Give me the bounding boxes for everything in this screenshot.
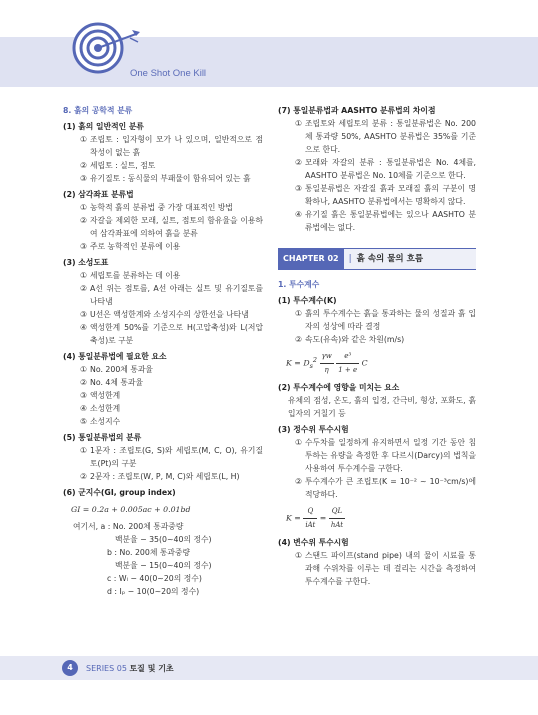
footer-band bbox=[0, 656, 538, 680]
list-item bbox=[73, 201, 263, 214]
list-item bbox=[73, 214, 263, 240]
k2-eq: = bbox=[319, 513, 327, 523]
list-text: 세립토를 분류하는 데 이용 bbox=[90, 271, 181, 280]
k-sup: 2 bbox=[312, 355, 318, 364]
chapter-banner bbox=[278, 248, 476, 270]
list-item bbox=[73, 172, 263, 185]
list-text: 주로 농학적인 분류에 이용 bbox=[90, 242, 181, 251]
denominator: η bbox=[324, 366, 329, 374]
list bbox=[63, 444, 263, 483]
list-item bbox=[73, 389, 263, 402]
fraction bbox=[320, 350, 334, 377]
section-title: 1. 투수계수 bbox=[278, 280, 320, 289]
fraction bbox=[303, 505, 317, 532]
gi-lines bbox=[63, 533, 263, 598]
list-marker: ② bbox=[80, 284, 87, 293]
gi-formula: GI = 0.2a + 0.005ac + 0.01bd bbox=[71, 505, 191, 514]
list-marker: ① bbox=[295, 551, 302, 560]
numerator: γw bbox=[320, 350, 334, 364]
list-marker: ⑤ bbox=[80, 417, 87, 426]
list-item bbox=[288, 549, 476, 588]
list-item bbox=[73, 444, 263, 470]
k-rhs: C bbox=[361, 358, 368, 368]
list-item bbox=[73, 402, 263, 415]
list-text: 소성한계 bbox=[90, 404, 121, 413]
list-marker: ② bbox=[80, 161, 87, 170]
list-text: 소성지수 bbox=[90, 417, 121, 426]
subheading: (2) 투수계수에 영향을 미치는 요소 bbox=[278, 383, 400, 392]
list-text: 투수계수가 큰 조립토(K = 10⁻² ~ 10⁻³cm/s)에 적당하다. bbox=[305, 477, 476, 499]
list-text: 속도(유속)와 같은 차원(m/s) bbox=[305, 335, 405, 344]
fraction bbox=[336, 350, 359, 377]
list-item bbox=[73, 159, 263, 172]
left-column bbox=[63, 104, 263, 598]
list-marker: ③ bbox=[80, 310, 87, 319]
list-text: 조립토 : 입자형이 모가 나 있으며, 일반적으로 점착성이 없는 흙 bbox=[90, 135, 263, 157]
denominator: 1 + e bbox=[338, 366, 358, 374]
subheading: (6) 군지수(GI, group index) bbox=[63, 488, 176, 497]
k-lhs: K = D bbox=[286, 358, 310, 368]
gi-line: 백분율 − 15(0~40의 정수) bbox=[115, 561, 212, 570]
list-marker: ① bbox=[295, 119, 302, 128]
list-item bbox=[288, 333, 476, 346]
list-item bbox=[73, 133, 263, 159]
page-number: 4 bbox=[62, 660, 78, 676]
k-formula bbox=[278, 350, 476, 377]
numerator: QL bbox=[329, 505, 345, 519]
list-item bbox=[73, 269, 263, 282]
list-item bbox=[73, 470, 263, 483]
denominator: iAt bbox=[305, 521, 316, 529]
list-item bbox=[73, 415, 263, 428]
gi-line: b : No. 200체 통과중량 bbox=[107, 548, 190, 557]
list-item bbox=[73, 376, 263, 389]
list bbox=[278, 307, 476, 346]
book-title: 토질 및 기초 bbox=[129, 664, 174, 673]
list-text: 흙의 투수계수는 흙을 통과하는 물의 성질과 흙 입자의 성상에 따라 결정 bbox=[305, 309, 476, 331]
list-marker: ② bbox=[295, 158, 302, 167]
paragraph: 유체의 점성, 온도, 흙의 입경, 간극비, 형상, 포화도, 흙 입자의 거칠기 등 bbox=[288, 396, 476, 418]
list-marker: ① bbox=[80, 203, 87, 212]
subheading: (1) 투수계수(K) bbox=[278, 296, 337, 305]
list-text: A선 위는 점토를, A선 아래는 실트 및 유기질토를 나타냄 bbox=[90, 284, 263, 306]
subheading: (7) 통일분류법과 AASHTO 분류법의 차이점 bbox=[278, 106, 436, 115]
list-marker: ④ bbox=[80, 404, 87, 413]
list-text: 액성한계 50%를 기준으로 H(고압축성)와 L(저압축성)로 구분 bbox=[90, 323, 263, 345]
list-marker: ③ bbox=[80, 391, 87, 400]
list-marker: ④ bbox=[295, 210, 302, 219]
chapter-label: CHAPTER 02 bbox=[278, 249, 344, 269]
list-text: 스탠드 파이프(stand pipe) 내의 물이 시료를 통과해 수위차를 이루는 데 걸리는 시간을 측정하여 투수계수를 구한다. bbox=[305, 551, 476, 586]
list-text: 농학적 흙의 분류법 중 가장 대표적인 방법 bbox=[90, 203, 233, 212]
list-text: U선은 액성한계와 소성지수의 상한선을 나타냄 bbox=[90, 310, 249, 319]
list-text: 통일분류법은 자갈질 흙과 모래질 흙의 구분이 명확하나, AASHTO 분류법에서는 명확하지 않다. bbox=[305, 184, 476, 206]
gi-line: d : Iₚ − 10(0~20의 정수) bbox=[107, 587, 200, 596]
list-marker: ① bbox=[80, 135, 87, 144]
denominator: hAt bbox=[330, 521, 344, 529]
list-item bbox=[288, 208, 476, 234]
list-text: 유기질 흙은 통일분류법에는 있으나 AASHTO 분류법에는 없다. bbox=[305, 210, 476, 232]
chapter-separator: | bbox=[348, 253, 352, 264]
list-text: 조립토와 세립토의 분류 : 통일분류법은 No. 200체 통과량 50%, AASHTO 분류법은 35%를 기준으로 한다. bbox=[305, 119, 476, 154]
list-marker: ① bbox=[295, 309, 302, 318]
list-item bbox=[288, 436, 476, 475]
subheading: (5) 통일분류법의 분류 bbox=[63, 433, 142, 442]
list bbox=[278, 549, 476, 588]
gi-where: 여기서, a : No. 200체 통과중량 bbox=[73, 522, 184, 531]
list-item bbox=[73, 308, 263, 321]
list-marker: ③ bbox=[80, 242, 87, 251]
k2-lhs: K = bbox=[286, 513, 301, 523]
list-item bbox=[288, 117, 476, 156]
list-text: 자갈을 제외한 모래, 실트, 점토의 함유율을 이용하여 삼각좌표에 의하여 흙을 분류 bbox=[90, 216, 263, 238]
list bbox=[278, 117, 476, 234]
subheading: (3) 소성도표 bbox=[63, 258, 109, 267]
list-marker: ② bbox=[295, 477, 302, 486]
list-text: 세립토 : 실트, 점토 bbox=[90, 161, 156, 170]
list bbox=[63, 201, 263, 253]
section-title: 8. 흙의 공학적 분류 bbox=[63, 106, 133, 115]
list-marker: ② bbox=[80, 378, 87, 387]
list-item bbox=[73, 363, 263, 376]
list-marker: ① bbox=[80, 365, 87, 374]
list-text: 수두차를 일정하게 유지하면서 일정 기간 동안 침투하는 유량을 측정한 후 다르시(Darcy)의 법칙을 사용하여 투수계수를 구한다. bbox=[305, 438, 476, 473]
list-marker: ① bbox=[295, 438, 302, 447]
list-marker: ① bbox=[80, 271, 87, 280]
list-marker: ② bbox=[80, 472, 87, 481]
series-number: SERIES 05 bbox=[86, 664, 127, 673]
list-marker: ② bbox=[295, 335, 302, 344]
list-item bbox=[73, 321, 263, 347]
subheading: (3) 정수위 투수시험 bbox=[278, 425, 349, 434]
list-item bbox=[288, 156, 476, 182]
chapter-title: 흙 속의 물의 흐름 bbox=[356, 253, 424, 264]
list-marker: ③ bbox=[295, 184, 302, 193]
list bbox=[63, 133, 263, 185]
list-text: 액성한계 bbox=[90, 391, 121, 400]
subheading: (4) 변수위 투수시험 bbox=[278, 538, 349, 547]
list bbox=[63, 363, 263, 428]
list-marker: ③ bbox=[80, 174, 87, 183]
brand-tagline: One Shot One Kill bbox=[130, 68, 207, 79]
list bbox=[278, 436, 476, 501]
list-marker: ② bbox=[80, 216, 87, 225]
list-marker: ④ bbox=[80, 323, 87, 332]
page-header bbox=[0, 0, 538, 95]
list-item bbox=[288, 475, 476, 501]
k-sub: s bbox=[309, 362, 313, 371]
numerator: e³ bbox=[336, 350, 359, 364]
fraction bbox=[329, 505, 345, 532]
numerator: Q bbox=[303, 505, 317, 519]
series-label bbox=[86, 663, 174, 674]
subheading: (4) 통일분류법에 필요한 요소 bbox=[63, 352, 167, 361]
subheading: (1) 흙의 일반적인 분류 bbox=[63, 122, 144, 131]
list-text: 2문자 : 조립토(W, P, M, C)와 세립토(L, H) bbox=[90, 472, 240, 481]
list-text: 1문자 : 조립토(G, S)와 세립토(M, C, O), 유기질토(Pt)의 구분 bbox=[90, 446, 263, 468]
list-text: No. 200체 통과율 bbox=[90, 365, 153, 374]
list bbox=[63, 269, 263, 347]
list-marker: ① bbox=[80, 446, 87, 455]
list-text: 모래와 자갈의 분류 : 통일분류법은 No. 4체를, AASHTO 분류법은 No. 10체를 기준으로 한다. bbox=[305, 158, 476, 180]
list-text: 유기질토 : 동식물의 부패물이 함유되어 있는 흙 bbox=[90, 174, 251, 183]
list-item bbox=[73, 282, 263, 308]
gi-line: c : Wₗ − 40(0~20의 정수) bbox=[107, 574, 202, 583]
right-column bbox=[278, 104, 476, 588]
list-text: No. 4체 통과율 bbox=[90, 378, 143, 387]
list-item bbox=[73, 240, 263, 253]
gi-line: 백분율 − 35(0~40의 정수) bbox=[115, 535, 212, 544]
subheading: (2) 삼각좌표 분류법 bbox=[63, 190, 134, 199]
k2-formula bbox=[278, 505, 476, 532]
list-item bbox=[288, 182, 476, 208]
list-item bbox=[288, 307, 476, 333]
